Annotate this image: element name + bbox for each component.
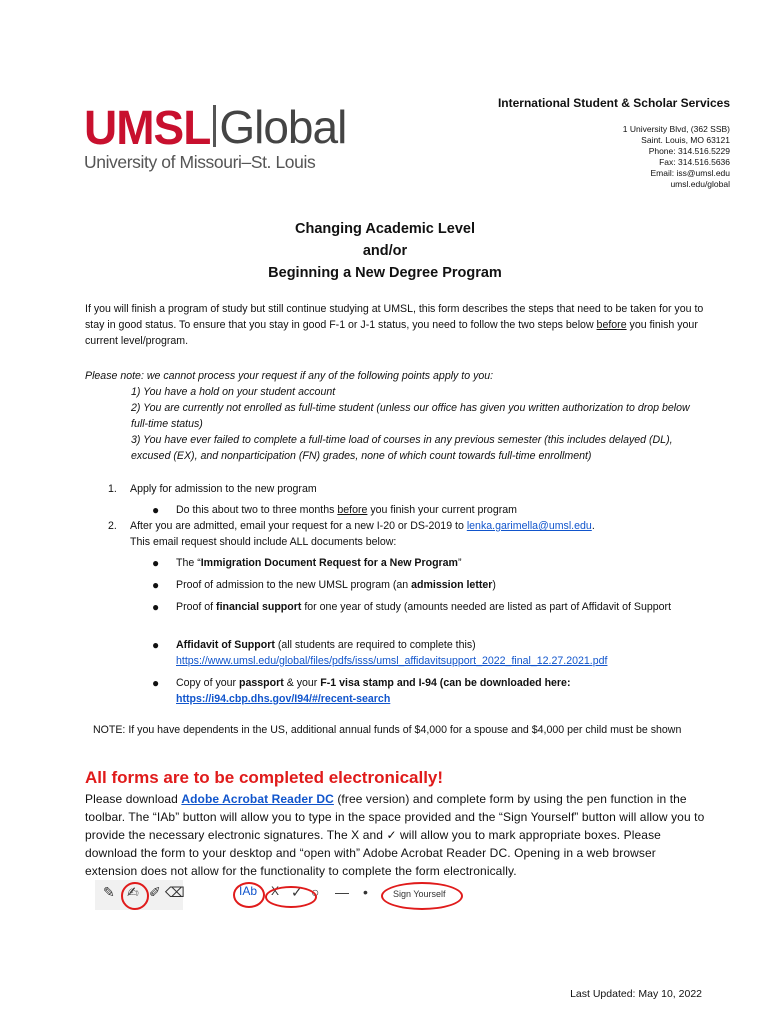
umsl-global-logo (84, 99, 347, 173)
bullet-dot: ● (152, 578, 160, 592)
office-email: Email: iss@umsl.edu (650, 168, 730, 178)
doc-3-c: for one year of study (amounts needed are listed as part of Affidavit of Support (301, 601, 672, 613)
highlight-circle (265, 884, 320, 908)
doc-5-c: & your (283, 677, 321, 689)
logo-umsl-text: UMSL (84, 99, 211, 155)
doc-5-b: passport (239, 677, 284, 689)
x-mark-icon: X (271, 884, 280, 898)
doc-3-b: financial support (216, 601, 302, 613)
logo-global-text: Global (219, 101, 347, 153)
doc-1-b: Immigration Document Request for a New Program (200, 557, 458, 569)
doc-2-c: ) (492, 579, 496, 591)
office-contact-block (498, 96, 730, 190)
note-point-2: 2) You are currently not enrolled as full-time student (unless our office has given you written authorization to drop below full-time status) (131, 402, 690, 430)
step-2-number: 2. (108, 520, 117, 532)
circle-icon: ○ (311, 884, 320, 900)
bullet-dot: ● (152, 676, 160, 690)
bullet-text: Do this about two to three months (176, 504, 338, 516)
text-field-icon: IAb (239, 884, 258, 898)
toolbar-screenshot-pen (95, 880, 183, 910)
office-city: Saint. Louis, MO 63121 (641, 135, 730, 145)
affidavit-link[interactable]: https://www.umsl.edu/global/files/pdfs/isss/umsl_affidavitsupport_2022_final_12.27.2021.pdf (176, 655, 608, 667)
office-title: International Student & Scholar Services (497, 96, 730, 110)
note-lead: Please note: we cannot process your request if any of the following points apply to you: (85, 370, 494, 382)
eraser-icon: ⌫ (165, 884, 185, 900)
bullet-dot: ● (152, 600, 160, 614)
pen-icon: ✎ (103, 884, 115, 900)
step-2-text: After you are admitted, email your request for a new I-20 or DS-2019 to (130, 520, 467, 532)
logo-subtitle: University of Missouri–St. Louis (84, 152, 316, 172)
bullet-dot: ● (152, 503, 160, 517)
electronic-heading: All forms are to be completed electronically! (85, 768, 444, 787)
doc-4-b: (all students are required to complete this) (274, 639, 476, 651)
step-2-period: . (591, 520, 595, 532)
doc-5-a: Copy of your (176, 677, 240, 689)
office-address: 1 University Blvd, (362 SSB) (622, 124, 730, 134)
doc-1-c: ” (457, 557, 462, 569)
intro-text-1: If you will finish a program of study but still continue studying at UMSL, this form describes the steps that need to be taken for you to stay in good status. To ensure that you stay in good F-1 or J-1 status, you need to follow the two steps below (85, 303, 704, 331)
bullet-dot: ● (152, 556, 160, 570)
office-website: umsl.edu/global (670, 179, 730, 189)
dependents-note: NOTE: If you have dependents in the US, additional annual funds of $4,000 for a spouse and $4,000 per child must be shown (93, 724, 682, 736)
bullet-dot: ● (152, 638, 160, 652)
note-point-1: 1) You have a hold on your student account (131, 386, 336, 398)
highlight-circle (233, 882, 265, 908)
email-link[interactable]: lenka.garimella@umsl.edu (466, 520, 592, 532)
logo-divider (213, 105, 216, 147)
bullet-text-end: you finish your current program (367, 504, 517, 516)
bullet-before: before (337, 504, 368, 516)
line-icon: — (335, 884, 349, 900)
sign-yourself-label: Sign Yourself (393, 889, 446, 899)
title-line-3: Beginning a New Degree Program (268, 265, 502, 281)
intro-text-2: you finish your current level/program. (85, 319, 698, 347)
check-mark-icon: ✓ (291, 884, 303, 900)
i94-link[interactable]: https://i94.cbp.dhs.gov/I94/#/recent-search (176, 693, 391, 705)
document-title (0, 218, 770, 284)
doc-2-b: admission letter (411, 579, 493, 591)
title-line-2: and/or (362, 243, 408, 259)
highlight-circle (121, 882, 149, 910)
electronic-text-2: (free version) and complete form by using the pen function in the toolbar. The “IAb” button will allow you to type in the space provided and the “Sign Yourself” button will allow you to provide the necessary electronic signatures. The X and ✓ will allow you to mark appropriate boxes. Please download the form to your desktop and “open with” Adobe Acrobat Reader DC. Opening in a web browser extension does not allow for the functionality to complete the form electronically. (85, 792, 705, 878)
doc-4-a: Affidavit of Support (176, 639, 275, 651)
dot-icon: • (363, 884, 368, 900)
electronic-text-1: Please download (85, 792, 182, 806)
title-line-1: Changing Academic Level (295, 221, 475, 237)
doc-2-a: Proof of admission to the new UMSL program (an (176, 579, 412, 591)
electronic-paragraph (85, 790, 705, 880)
intro-paragraph (85, 301, 705, 349)
doc-5-d: F-1 visa stamp and I-94 (can be downloaded here: (320, 677, 571, 689)
doc-3-a: Proof of (176, 601, 217, 613)
acrobat-link[interactable]: Adobe Acrobat Reader DC (181, 792, 334, 806)
office-phone: Phone: 314.516.5229 (648, 146, 730, 156)
step-1-number: 1. (108, 483, 117, 495)
step-2-text-2: This email request should include ALL documents below: (130, 536, 397, 548)
highlighter-icon: ✐ (149, 884, 161, 900)
step-1-text: Apply for admission to the new program (130, 483, 317, 495)
sign-pen-icon: ✍ (127, 884, 139, 900)
intro-before: before (596, 319, 627, 331)
highlight-circle (381, 882, 463, 910)
note-block (85, 368, 705, 464)
doc-1-a: The “ (176, 557, 201, 569)
office-fax: Fax: 314.516.5636 (659, 157, 730, 167)
toolbar-screenshot-fill-sign (225, 880, 465, 910)
last-updated: Last Updated: May 10, 2022 (570, 988, 702, 1000)
note-point-3: 3) You have ever failed to complete a full-time load of courses in any previous semester (this includes delayed (DL), excused (EX), and nonparticipation (FN) grades, none of which count towards full-time enrollment) (131, 434, 673, 462)
